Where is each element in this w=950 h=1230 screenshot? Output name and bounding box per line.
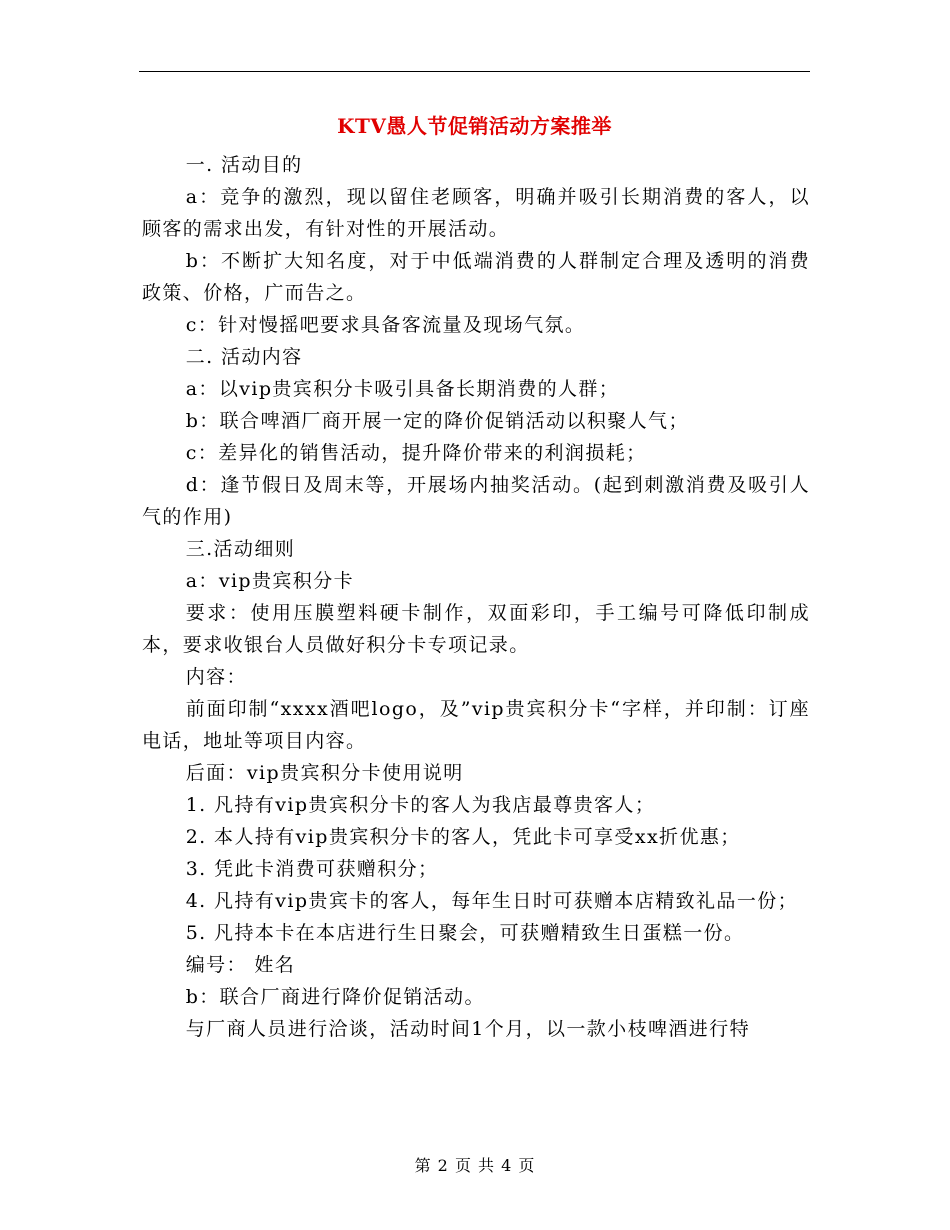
list-item: 2. 本人持有vip贵宾积分卡的客人，凭此卡可享受xx折优惠； [185,826,741,848]
paragraph: c：针对慢摇吧要求具备客流量及现场气氛。 [185,314,586,336]
paragraph: c：差异化的销售活动，提升降价带来的利润损耗； [185,442,647,464]
list-item: 5. 凡持本卡在本店进行生日聚会，可获赠精致生日蛋糕一份。 [185,922,745,944]
page-number-footer: 第 2 页 共 4 页 [414,1156,536,1175]
paragraph: a：vip贵宾积分卡 [185,570,354,592]
paragraph: 要求：使用压膜塑料硬卡制作，双面彩印，手工编号可降低印制成本，要求收银台人员做好积分卡专项记录。 [142,602,810,656]
paragraph: 与厂商人员进行洽谈，活动时间1个月，以一款小枝啤酒进行特 [185,1018,750,1040]
paragraph: b：不断扩大知名度，对于中低端消费的人群制定合理及透明的消费政策、价格，广而告之。 [142,250,810,304]
section-heading-1: 一. 活动目的 [185,154,303,176]
list-item: 4. 凡持有vip贵宾卡的客人，每年生日时可获赠本店精致礼品一份； [185,890,799,912]
paragraph: b：联合厂商进行降价促销活动。 [185,986,485,1008]
paragraph: 前面印制“xxxx酒吧logo，及”vip贵宾积分卡“字样，并印制：订座电话，地址等项目内容。 [142,698,810,752]
list-item: 1. 凡持有vip贵宾积分卡的客人为我店最尊贵客人； [185,794,656,816]
paragraph: 内容： [185,666,247,688]
section-heading-3: 三.活动细则 [185,538,296,560]
document-title: KTV愚人节促销活动方案推举 [337,114,612,138]
paragraph: a：竞争的激烈，现以留住老顾客，明确并吸引长期消费的客人，以顾客的需求出发，有针对性的开展活动。 [142,186,810,240]
document-body [142,149,810,1045]
paragraph: 编号： 姓名 [185,954,296,976]
header-rule [139,71,810,72]
paragraph: d：逢节假日及周末等，开展场内抽奖活动。(起到刺激消费及吸引人气的作用) [142,474,810,528]
list-item: 3. 凭此卡消费可获赠积分； [185,858,439,880]
section-heading-2: 二. 活动内容 [185,346,303,368]
paragraph: 后面：vip贵宾积分卡使用说明 [185,762,464,784]
paragraph: a：以vip贵宾积分卡吸引具备长期消费的人群； [185,378,620,400]
paragraph: b：联合啤酒厂商开展一定的降价促销活动以积聚人气； [185,410,689,432]
